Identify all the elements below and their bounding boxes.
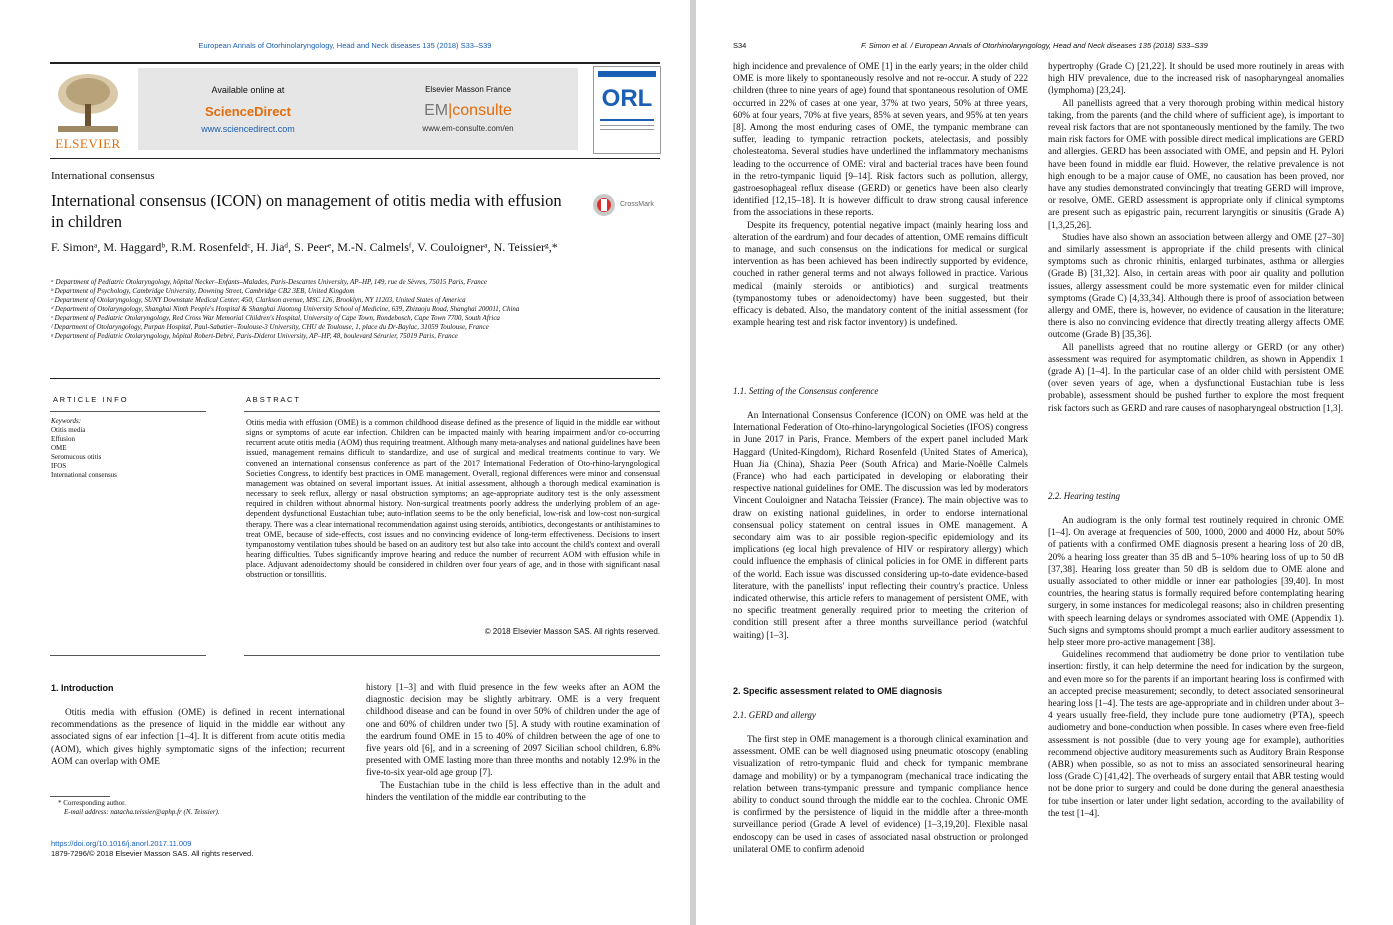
copyright: © 2018 Elsevier Masson SAS. All rights reserved. (484, 627, 660, 636)
section-2-heading: 2. Specific assessment related to OME diagnosis (733, 686, 943, 696)
body-paragraph: high incidence and prevalence of OME [1] in the early years; in the older child OME is more likely to spontaneously resolve and not re-occur. A study of 222 children (three to nine years of age) found that spontaneous resolution of OME occurred in 22% of cases at one year, 37% at two years, 50% at three years, 60% at four years, 70% at five years, 85% at seven years, and 95% at ten years [8]. Among the most enduring cases of OME, the tympanic membrane can suffer, leading to tympanic retraction pockets, atelectasis, and possibly cholesteatoma. Several studies have underlined the inflammatory mechanisms leading to the occurrence of OME: viral and bacterial traces have been found in the retro-tympanic liquid [9–14]. Risk factors such as pollution, allergy, gastroesophageal reflux disease (GERD) or genetics have been also clearly identified [12,15–18]. It is however difficult to draw strong causal inference from the associations in these reports. (733, 62, 1028, 219)
elsevier-wordmark: ELSEVIER (55, 136, 121, 151)
doi-link[interactable]: https://doi.org/10.1016/j.anorl.2017.11.009 (51, 839, 192, 848)
crossmark-icon (592, 193, 616, 217)
corresponding-author: * Corresponding author. (58, 799, 126, 807)
emc-em: EM (424, 102, 449, 119)
journal-cover (593, 66, 661, 154)
sciencedirect-logo[interactable]: ScienceDirect (205, 104, 291, 119)
body-paragraph: Guidelines recommend that audiometry be done prior to ventilation tube insertion: firstly, it can help determine the need for indication by the surgeon, and even more so for the parents if an important hearing loss is confirmed with an accepted precise measurement; secondly, to detect associated sensorineural hearing loss [1–4]. The tests are age-appropriate and in children under about 3–4 years usually free-field, they include pure tone audiometry (PTA), speech audiometry and bone-conduction when possible. In cases where even free-field assessment is not possible (due to very young age for example), authorities recommend objective auditory measurements such as Auditory Brain Response (ABR) when possible, so as not to miss an associated sensorineural hearing loss (Grade C) [41,42]. The overheads of surgery entail that ABR testing would not be done prior to surgery and could be done during the general anaesthesia for tube insertion or later under light sedation, according to the availability of the test [1–4]. (1048, 650, 1344, 819)
body-paragraph: Studies have also shown an association between allergy and OME [27–30] and similarly assessment is appropriate if the child presents with clinical symptoms such as chronic rhinitis, enlarged turbinates, asthma or allergies (Grade B) [31,32]. Also, in certain areas with poor air quality and pollution issues, allergy assessment could be more systematic even for milder clinical symptoms (Grade C) [4,33,34]. Although there is proof of association between allergy and OME, there is, however, no evidence of causation in the literature; there is also no convincing evidence that directly treating allergy affects OME outcome (Grade B) [35,36]. (1048, 232, 1344, 341)
keyword[interactable]: Effusion (51, 435, 75, 443)
right-column-1b (733, 410, 1028, 642)
article-info-heading: A R T I C L E I N F O (53, 395, 127, 404)
emc-link[interactable]: www.em-consulte.com/en (422, 124, 514, 133)
right-column-1 (733, 61, 1028, 329)
elsevier-logo (50, 68, 126, 152)
cover-title: ORL (601, 85, 653, 112)
sciencedirect-link[interactable]: www.sciencedirect.com (201, 124, 295, 134)
affiliation-f: ᶠ Department of Otolaryngology, Purpan Hospital, Paul-Sabatier–Toulouse-3 University, CHU de Toulouse, 1, place du Dr-Baylac, 31059 Toulouse, France (51, 323, 489, 331)
affiliation-c: ᶜ Department of Otolaryngology, SUNY Downstate Medical Center, 450, Clarkson avenue, MSC 126, Brooklyn, NY 11203, United States of America (51, 296, 466, 304)
emc-publisher: Elsevier Masson France (425, 85, 511, 94)
right-column-2 (1048, 61, 1344, 415)
intro-column-1 (51, 707, 345, 768)
keyword[interactable]: International consensus (51, 471, 117, 479)
body-paragraph: An International Consensus Conference (ICON) on OME was held at the International Federation of Oto-rhino-laryngological Societies (IFOS) congress in June 2017 in Paris, France. Members of the expert panel included Mark Haggard (United-Kingdom), Richard Rosenfeld (United States of America), Huan Jia (China), Shazia Peer (South Africa) and Marie-Noëlle Calmels (France) who had each participated in developing or elaborating their respective national guidelines for OME. The discussion was led by moderators Vincent Couloigner and Natacha Teissier (France). The main objective was to draw on existing national guidelines, in order to endorse international consensual policy statement on central issues in OME management. A secondary aim was to air possible region-specific epidemiology and its implications (eg local high prevalence of HIV or respiratory allergy) which could influence the emphasis of clinical policies in for OME in different parts of the world. Each issue was discussed considering up-to-date evidence-based literature, with the panellists' input reflecting their country's practice. Unless indicated otherwise, this article refers to management of persistent OME, with no specific treatment generally required prior to meeting the criterion of condition still present after a three months surveillance period (watchful waiting) [1–3]. (733, 411, 1028, 641)
intro-column-2 (366, 682, 660, 804)
intro-paragraph: Otitis media with effusion (OME) is defined in recent international recommendations as the presence of liquid in the middle ear without any associated signs of ear infection [1–4]. It is different from acute otitis media (AOM), which gives highly symptomatic signs of the infection; recurrent AOM can overlap with OME (51, 708, 345, 767)
available-online: Available online at (211, 85, 285, 95)
body-paragraph: An audiogram is the only formal test routinely required in chronic OME [1–4]. On average at frequencies of 500, 1000, 2000 and 4000 Hz, about 50% of patients with a confirmed OME diagnosis present a hearing loss of 20 dB, 20% a hearing loss greater than 35 dB and 5–10% hearing loss of up to 50 dB [37,38]. Hearing loss greater than 50 dB is seldom due to OME alone and usually associated to other middle or inner ear pathologies [39,40]. In most countries, the hearing status is formally required before contemplating hearing surgery, in some instances for medicolegal reasons; also in children presenting with speech learning delays or syndromes associated with OME (Appendix 1). Such signs and symptoms should prompt a much earlier auditory assessment to help steer more pro-active management [38]. (1048, 516, 1344, 649)
crossmark-label: CrossMark (620, 201, 654, 208)
affiliation-b: ᵇ Department of Psychology, Cambridge University, Downing Street, Cambridge CB2 3EB, United Kingdom (51, 287, 355, 295)
affiliation-d: ᵈ Department of Otolaryngology, Shanghai Ninth People's Hospital & Shanghai Jiaotong University School of Medicine, 639, Zhizaoju Road, Shanghai 200011, China (51, 305, 520, 313)
issn-line: 1879-7296/© 2018 Elsevier Masson SAS. All rights reserved. (51, 849, 254, 858)
page-left (0, 0, 690, 925)
page-right (696, 0, 1393, 925)
body-paragraph: All panellists agreed that a very thorough probing within medical history taking, from the parents (and the child where of sufficient age), is important to reveal risk factors that are not spontaneously mentioned by the family. The two main risk factors for OME with possible direct medical implications are GERD and allergies. GERD has been associated with OME, and pepsin and H. Pylori have been found in middle ear fluid. However, the relative prevalence is not high enough to be a major cause of OME, no causation has been proved, nor have any studies demonstrated convincingly that treating GERD will improve, or resolve, OME. GERD assessment is appropriate only if clinical symptoms are present such as epigastric pain, recurrent laryngitis or sinusitis (Grade A) [1,3,25,26]. (1048, 98, 1344, 231)
body-paragraph: hypertrophy (Grade C) [21,22]. It should be used more routinely in areas with high HIV prevalence, due to the increased risk of nasopharyngeal anomalies (lymphoma) [23,24]. (1048, 62, 1344, 97)
body-paragraph: Despite its frequency, potential negative impact (mainly hearing loss and alteration of the eardrum) and four decades of attention, OME remains difficult to manage, and such consensus on the indications for medical or surgical intervention as has been achieved has been indirectly supported by evidence, couched in rather general terms and not always followed in practice. Various medical (mainly steroids or antibiotics) and surgical treatments (tympanostomy tubes or adenoidectomy) have been suggested, but their efficacy is debated. Also, the mandatory content of the initial assessment (for example hearing test and risk factor inventory) is undefined. (733, 220, 1028, 329)
subsection-1-1: 1.1. Setting of the Consensus conference (733, 386, 879, 396)
journal-line[interactable]: European Annals of Otorhinolaryngology, Head and Neck diseases 135 (2018) S33–S39 (198, 41, 492, 50)
subsection-2-1: 2.1. GERD and allergy (733, 710, 816, 720)
body-paragraph: The first step in OME management is a thorough clinical examination and assessment. OME can be well diagnosed using pneumatic otoscopy (enabling visualization of retro-tympanic fluid and check for tympanic membrane damage and mobility) or by a tympanogram (mechanical trace indicating the relation between trans-tympanic pressure and tympanic compliance hence ability to conduct sound through the middle ear to the cochlea. Chronic OME is confirmed by the persistence of liquid in the middle after a three-month surveillance period (Grade A level of evidence) [1–3,19,20]. Flexible nasal endoscopy can be used in cases of associated nasal obstruction or prolonged unilateral OME to confirm adenoid (733, 735, 1028, 855)
crossmark-badge[interactable] (592, 193, 672, 219)
affiliations (51, 278, 571, 341)
right-column-2b (1048, 515, 1344, 820)
intro-paragraph: The Eustachian tube in the child is less effective than in the adult and hinders the ventilation of the middle ear contributing to the (366, 780, 660, 803)
body-paragraph: All panellists agreed that no routine allergy or GERD (or any other) assessment was required for asymptomatic children, as shown in Appendix 1 (grade A) [1–4]. In the particular case of an older child with persistent OME (over seven years of age, when a dysfunctional Eustachian tube is less probable), assessment should be pushed further to explore the most frequent risk factors such as GERD and rare causes of nasopharyngeal obstruction [1,3]. (1048, 342, 1344, 414)
abstract-text: Otitis media with effusion (OME) is a common childhood disease defined as the presence of liquid in the middle ear without signs or symptoms of acute ear infection. Children can be impacted mainly with hearing impairment and/or co-occurring recurrent acute otitis media (AOM) thus requiring treatment. Although many meta-analyses and national guidelines have been issued, management remains difficult to standardize, and use of surgical and medical treatments continue to vary. We convened an international consensus conference as part of the 2017 International Federation of Oto-rhino-laryngological Societies Congress, to identify best practices in OME management. Overall, regional differences were minor and consensual management was obtained on several important issues. At initial assessment, although a thorough medical examination is necessary to seek reflux, allergy or nasal obstruction symptoms; an age-appropriate auditory test is the only assessment required in children without abnormal history. Non-surgical treatments poorly address the underlying problem of an age-dependent dysfunctional Eustachian tube; auto-inflation seems to be the only beneficial, low-risk and low-cost non-surgical therapy. There was a clear international recommendation against using steroids, antibiotics, decongestants or antihistamines to treat OME, because of side-effects, cost issues and no convincing evidence of long-term effectiveness. Decisions to insert tympanostomy ventilation tubes should be based on an auditory test but also take into account the child's context and overall hearing difficulties. Tubes significantly improve hearing and reduce the number of recurrent AOM with effusion while in place. Adjuvant adenoidectomy should be considered in children over four years of age, and in those with significant nasal obstruction or tonsillitis. (246, 418, 660, 580)
keywords-label: Keywords: (51, 417, 82, 425)
affiliation-g: ᵍ Department of Pediatric Otolaryngology, hôpital Robert-Debré, Paris-Diderot University, AP–HP, 48, boulevard Sérurier, 75019 Paris, France (51, 332, 458, 340)
affiliation-a: ᵃ Department of Pediatric Otolaryngology, hôpital Necker–Enfants–Malades, Paris-Descartes University, AP–HP, 149, rue de Sèvres, 75015 Paris, France (51, 278, 488, 286)
subsection-2-2: 2.2. Hearing testing (1048, 491, 1120, 501)
keyword[interactable]: IFOS (51, 462, 67, 470)
affiliation-e: ᵉ Department of Pediatric Otolaryngology, Red Cross War Memorial Children's Hospital, University of Cape Town, Rondebosch, Cape Town 7700, South Africa (51, 314, 500, 322)
page-number: S34 (733, 41, 747, 50)
header-banner (138, 68, 578, 150)
running-head: F. Simon et al. / European Annals of Otorhinolaryngology, Head and Neck diseases 135 (2018) S33–S39 (861, 41, 1208, 50)
emconsulte-logo[interactable]: EM|consulte (424, 102, 512, 119)
intro-paragraph: history [1–3] and with fluid presence in the few weeks after an AOM the diagnostic decision may be slightly arbitrary. OME is a very frequent childhood disease and can be found in over 50% of children under the age of one and 60% of children under two [5]. A study with routine examination of the eardrum found OME in 15 to 40% of children between the age of one to five years old [6], and in a screening of 2097 Sicilian school children, 6.8% presented with OME lasting more than three months and notably 12.9% in the five-to-six year-old age group [7]. (366, 683, 660, 779)
article-title: International consensus (ICON) on management of otitis media with effusion in children (51, 191, 562, 231)
elsevier-tree-icon (50, 68, 126, 138)
right-column-1c (733, 734, 1028, 856)
emc-consulte: consulte (452, 102, 512, 119)
keywords-list (51, 426, 117, 480)
intro-heading: 1. Introduction (51, 683, 114, 693)
keyword[interactable]: Otitis media (51, 426, 86, 434)
author-list: F. Simonᵃ, M. Haggardᵇ, R.M. Rosenfeldᶜ, H. Jiaᵈ, S. Peerᵉ, M.-N. Calmelsᶠ, V. Couloignerᵃ, N. Teissierᵍ,* (51, 240, 558, 254)
section-label: International consensus (51, 170, 155, 182)
keyword[interactable]: Seromucous otitis (51, 453, 102, 461)
abstract-heading: A B S T R A C T (246, 395, 299, 404)
email-address[interactable]: E-mail address: natacha.teissier@aphp.fr (N. Teissier). (64, 808, 220, 816)
keyword[interactable]: OME (51, 444, 67, 452)
